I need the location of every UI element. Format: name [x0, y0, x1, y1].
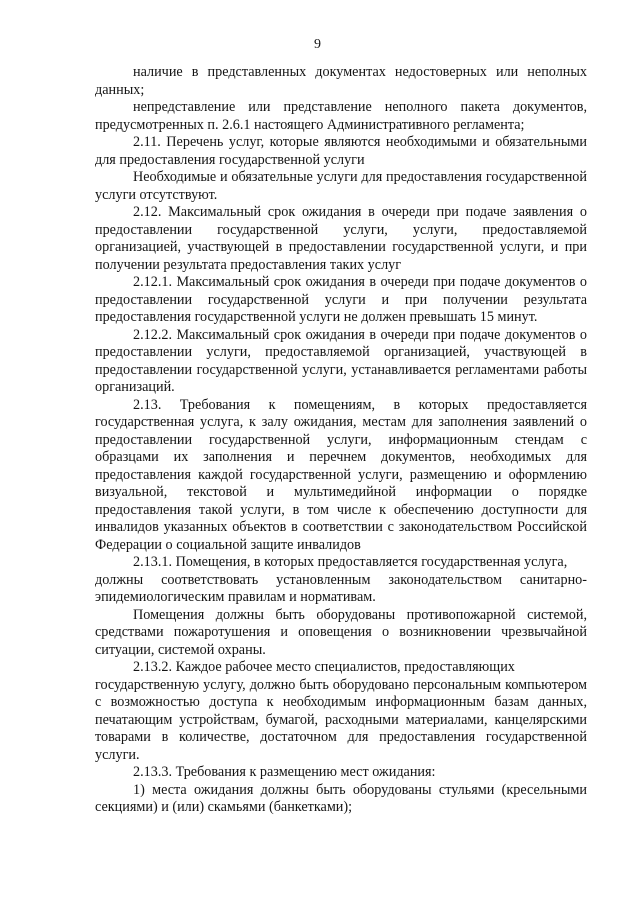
paragraph-fire-safety: Помещения должны быть оборудованы противопожарной системой, средствами пожаротушения и оповещения о возникновении чрезвычайной ситуации, системой охраны.	[95, 606, 587, 658]
paragraph-section-2-12-1: 2.12.1. Максимальный срок ожидания в очереди при подаче документов о предоставлении государственной услуги и при получении результата предоставления государственной услуги не должен превышать 15 минут.	[95, 274, 587, 325]
paragraph-section-2-13-1: 2.13.1. Помещения, в которых предоставляется государственная услуга,	[133, 554, 568, 570]
page-number: 9	[314, 37, 321, 52]
paragraph-waiting-seating: 1) места ожидания должны быть оборудованы стульями (кресельными секциями) и (или) скамьями (банкетками);	[95, 781, 587, 815]
paragraph-section-2-11: 2.11. Перечень услуг, которые являются необходимыми и обязательными для предоставления государственной услуги	[95, 134, 587, 168]
document-body	[95, 64, 587, 817]
paragraph-section-2-13-3: 2.13.3. Требования к размещению мест ожидания:	[133, 764, 436, 780]
paragraph-section-2-12-2: 2.12.2. Максимальный срок ожидания в очереди при подаче документов о предоставлении услуги, предоставляемой организацией, участвующей в предоставлении государственной услуги, устанавливается регламентами работы организаций.	[95, 326, 587, 395]
paragraph-section-2-13: 2.13. Требования к помещениям, в которых предоставляется государственная услуга, к залу ожидания, местам для заполнения заявлений о предоставлении государственной услуги, информационным стендам с образцами их заполнения и перечнем документов, необходимых для предоставления каждой государственной услуги, размещению и оформлению визуальной, текстовой и мультимедийной информации о порядке предоставления такой услуги, в том числе к обеспечению доступности для инвалидов указанных объектов в соответствии с законодательством Российской Федерации о социальной защите инвалидов	[95, 396, 587, 553]
paragraph-invalid-data: наличие в представленных документах недостоверных или неполных данных;	[95, 64, 587, 98]
paragraph-section-2-13-2-continued: государственную услугу, должно быть оборудовано персональным компьютером с возможностью доступа к необходимым информационным базам данных, печатающим устройствам, бумагой, расходными материалами, канцелярскими товарами в количестве, достаточном для предоставления государственной услуги.	[95, 676, 587, 763]
paragraph-section-2-12: 2.12. Максимальный срок ожидания в очереди при подаче заявления о предоставлении государственной услуги, услуги, предоставляемой организацией, участвующей в предоставлении государственной услуги, и при получении результата предоставления таких услуг	[95, 204, 587, 273]
paragraph-section-2-13-2: 2.13.2. Каждое рабочее место специалистов, предоставляющих	[133, 659, 515, 675]
paragraph-required-services: Необходимые и обязательные услуги для предоставления государственной услуги отсутствуют.	[95, 169, 587, 203]
paragraph-section-2-13-1-continued: должны соответствовать установленным законодательством санитарно-эпидемиологическим правилам и нормативам.	[95, 571, 587, 605]
paragraph-incomplete-package: непредставление или представление неполного пакета документов, предусмотренных п. 2.6.1 настоящего Административного регламента;	[95, 99, 587, 133]
